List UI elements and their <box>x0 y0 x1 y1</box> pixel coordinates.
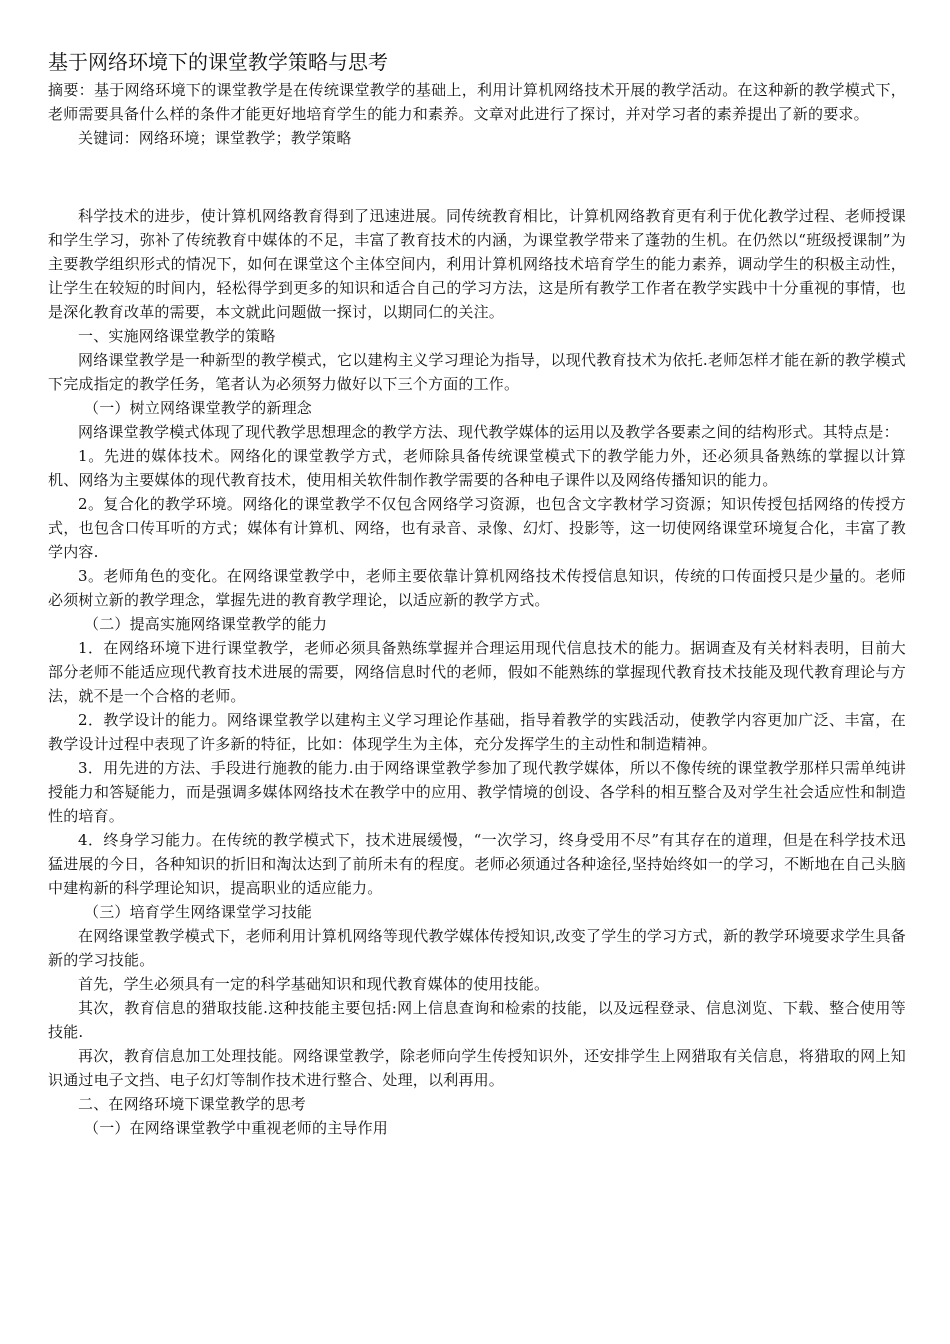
document-title: 基于网络环境下的课堂教学策略与思考 <box>48 50 388 74</box>
section2-heading: 二、在网络环境下课堂教学的思考 <box>78 1095 307 1113</box>
sub1-item-3: 3。老师角色的变化。在网络课堂教学中，老师主要依靠计算机网络技术传授信息知识，传统的口传面授只是少量的。老师必须树立新的教学理念，掌握先进的教育教学理论，以适应新的教学方式。 <box>48 567 906 609</box>
sub3-third: 再次，教育信息加工处理技能。网络课堂教学，除老师向学生传授知识外，还安排学生上网猎取有关信息，将猎取的网上知识通过电子文挡、电子幻灯等制作技术进行整合、处理，以利再用。 <box>48 1047 906 1089</box>
sub3-paragraph: 在网络课堂教学模式下，老师利用计算机网络等现代教学媒体传授知识,改变了学生的学习方式，新的教学环境要求学生具备新的学习技能。 <box>48 927 906 969</box>
sub2-item-3: 3．用先进的方法、手段进行施教的能力.由于网络课堂教学参加了现代教学媒体，所以不像传统的课堂教学那样只需单纯讲授能力和答疑能力，而是强调多媒体网络技术在教学中的应用、教学情境的创设、各学科的相互整合及对学生社会适应性和制造性的培育。 <box>48 759 906 825</box>
sub1-item-1: 1。先进的媒体技术。网络化的课堂教学方式，老师除具备传统课堂模式下的教学能力外，还必须具备熟练的掌握以计算机、网络为主要媒体的现代教育技术，使用相关软件制作教学需要的各种电子课件以及网络传播知识的能力。 <box>48 447 906 489</box>
keywords: 关键词：网络环境；课堂教学；教学策略 <box>78 129 352 147</box>
sub2-heading: （二）提高实施网络课堂教学的能力 <box>84 615 328 633</box>
section2-sub1-heading: （一）在网络课堂教学中重视老师的主导作用 <box>84 1119 389 1137</box>
document-page <box>48 48 906 1140</box>
abstract: 摘要：基于网络环境下的课堂教学是在传统课堂教学的基础上，利用计算机网络技术开展的教学活动。在这种新的教学模式下，老师需要具备什么样的条件才能更好地培育学生的能力和素养。文章对此进行了探讨，并对学习者的素养提出了新的要求。 <box>48 81 906 123</box>
sub3-second: 其次，教育信息的猎取技能.这种技能主要包括:网上信息查询和检索的技能，以及远程登录、信息浏览、下载、整合使用等技能. <box>48 999 906 1041</box>
sub3-heading: （三）培育学生网络课堂学习技能 <box>84 903 313 921</box>
section1-heading: 一、实施网络课堂教学的策略 <box>78 327 276 345</box>
spacer <box>48 150 906 204</box>
section1-paragraph: 网络课堂教学是一种新型的教学模式，它以建构主义学习理论为指导，以现代教育技术为依托.老师怎样才能在新的教学模式下完成指定的教学任务，笔者认为必须努力做好以下三个方面的工作。 <box>48 351 906 393</box>
sub2-item-2: 2．教学设计的能力。网络课堂教学以建构主义学习理论作基础，指导着教学的实践活动，使教学内容更加广泛、丰富，在教学设计过程中表现了许多新的特征，比如：体现学生为主体，充分发挥学生的主动性和制造精神。 <box>48 711 906 753</box>
sub2-item-4: 4．终身学习能力。在传统的教学模式下，技术进展缓慢，“一次学习，终身受用不尽”有其存在的道理，但是在科学技术迅猛进展的今日，各种知识的折旧和淘汰达到了前所未有的程度。老师必须通过各种途径,坚持始终如一的学习，不断地在自己头脑中建构新的科学理论知识，提高职业的适应能力。 <box>48 831 906 897</box>
intro-paragraph: 科学技术的进步，使计算机网络教育得到了迅速进展。同传统教育相比，计算机网络教育更有利于优化教学过程、老师授课和学生学习，弥补了传统教育中媒体的不足，丰富了教育技术的内涵，为课堂教学带来了蓬勃的生机。在仍然以“班级授课制”为主要教学组织形式的情况下，如何在课堂这个主体空间内，利用计算机网络技术培育学生的能力素养，调动学生的积极主动性，让学生在较短的时间内，轻松得学到更多的知识和适合自己的学习方法，这是所有教学工作者在教学实践中十分重视的事情，也是深化教育改革的需要，本文就此问题做一探讨，以期同仁的关注。 <box>48 207 906 321</box>
sub3-first: 首先，学生必须具有一定的科学基础知识和现代教育媒体的使用技能。 <box>78 975 550 993</box>
sub1-item-2: 2。复合化的教学环境。网络化的课堂教学不仅包含网络学习资源，也包含文字教材学习资源；知识传授包括网络的传授方式，也包含口传耳听的方式；媒体有计算机、网络，也有录音、录像、幻灯、投影等，这一切使网络课堂环境复合化，丰富了教学内容. <box>48 495 906 561</box>
sub1-paragraph: 网络课堂教学模式体现了现代教学思想理念的教学方法、现代教学媒体的运用以及教学各要素之间的结构形式。其特点是： <box>78 423 899 441</box>
sub2-item-1: 1．在网络环境下进行课堂教学，老师必须具备熟练掌握并合理运用现代信息技术的能力。据调查及有关材料表明，目前大部分老师不能适应现代教育技术进展的需要，网络信息时代的老师，假如不能熟练的掌握现代教育技术技能及现代教育理论与方法，就不是一个合格的老师。 <box>48 639 906 705</box>
sub1-heading: （一）树立网络课堂教学的新理念 <box>84 399 313 417</box>
